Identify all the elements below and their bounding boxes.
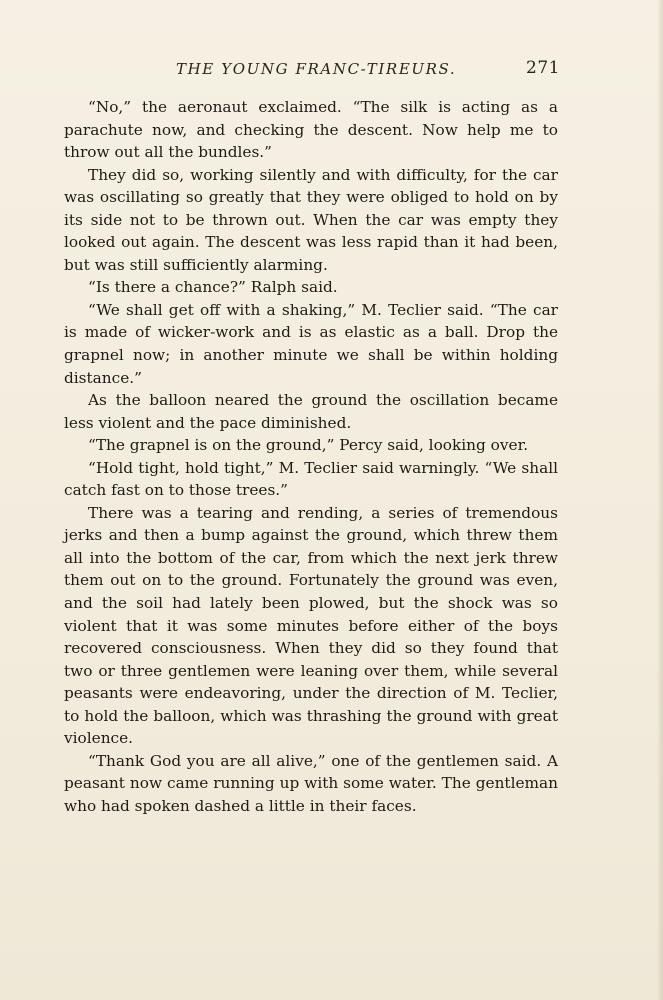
body-text bbox=[64, 96, 558, 818]
paragraph: “We shall get off with a shaking,” M. Teclier said. “The car is made of wicker-work and is as elastic as a ball. Drop the grapnel now; in another minute we shall be within holding distance.” bbox=[64, 300, 558, 387]
paragraph: “Thank God you are all alive,” one of the gentlemen said. A peasant now came running up with some water. The gentleman who had spoken dashed a little in their faces. bbox=[64, 751, 558, 815]
paragraph: They did so, working silently and with difficulty, for the car was oscillating so greatly that they were obliged to hold on by its side not to be thrown out. When the car was empty they looked out again. The descent was less rapid than it had been, but was still sufficiently alarming. bbox=[64, 165, 558, 274]
paragraph: As the balloon neared the ground the oscillation became less violent and the pace diminished. bbox=[64, 391, 558, 432]
paragraph: There was a tearing and rending, a series of tremendous jerks and then a bump against the ground, which threw them all into the bottom of the car, from which the next jerk threw them out on to the ground. Fortunately the ground was even, and the soil had lately been plowed, but the shock was so violent that it was some minutes before either of the boys recovered consciousness. When they did so they found that two or three gentlemen were leaning over them, while several peasants were endeavoring, under the direction of M. Teclier, to hold the balloon, which was thrashing the ground with great violence. bbox=[64, 503, 558, 748]
page-edge-shadow bbox=[657, 0, 663, 1000]
paragraph: “No,” the aeronaut exclaimed. “The silk is acting as a parachute now, and checking the descent. Now help me to throw out all the bundles.” bbox=[64, 98, 558, 162]
paragraph: “Is there a chance?” Ralph said. bbox=[88, 278, 338, 297]
page-header bbox=[64, 58, 560, 84]
paragraph: “Hold tight, hold tight,” M. Teclier said warningly. “We shall catch fast on to those trees.” bbox=[64, 458, 558, 500]
page-number: 271 bbox=[526, 58, 560, 78]
running-title: THE YOUNG FRANC-TIREURS. bbox=[176, 60, 457, 78]
paragraph: “The grapnel is on the ground,” Percy said, looking over. bbox=[88, 436, 529, 455]
